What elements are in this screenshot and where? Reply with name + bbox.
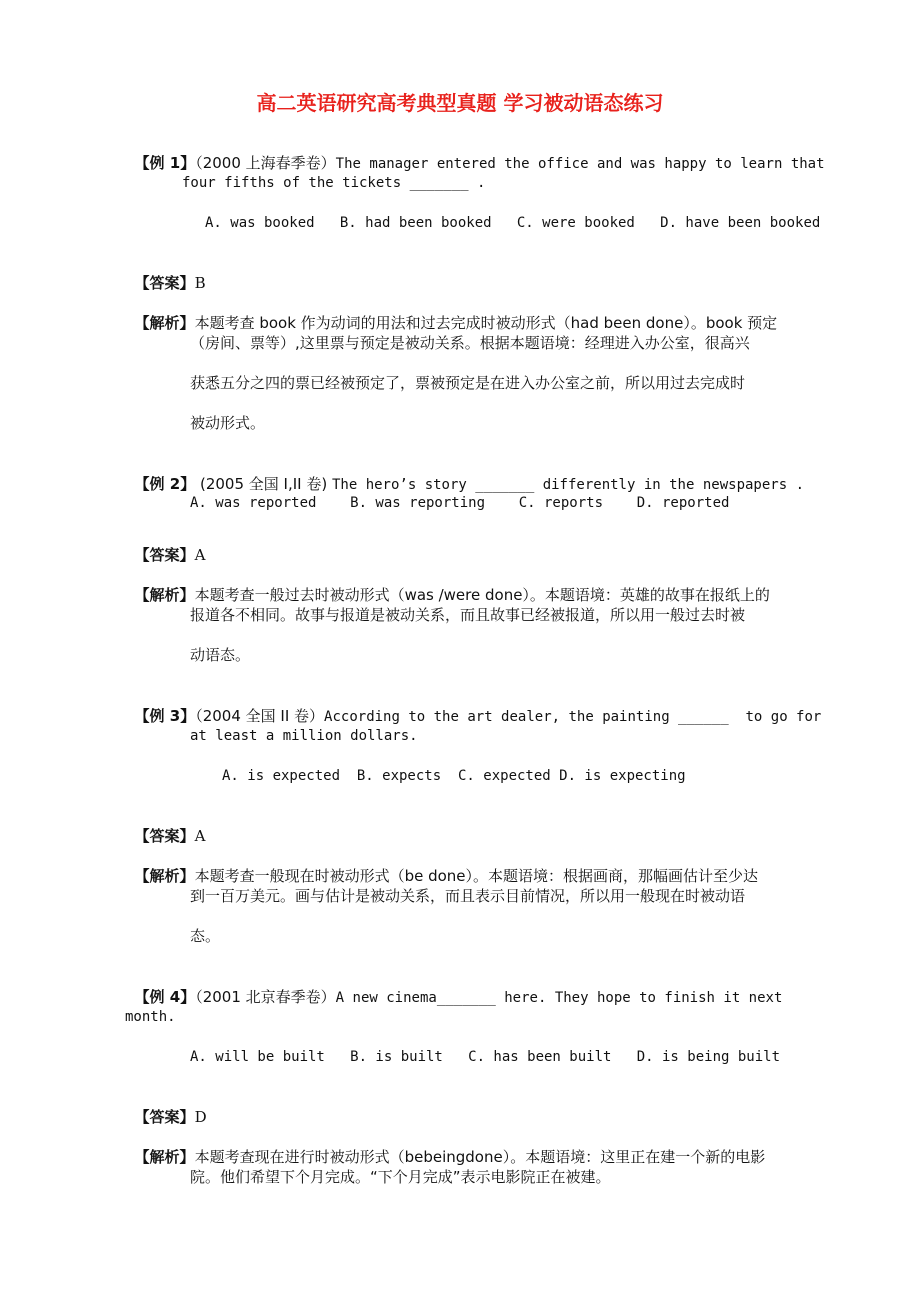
- analysis-text: 到一百万美元。画与估计是被动关系，而且表示目前情况，所以用一般现在时被动语: [190, 887, 746, 905]
- answer-tag: 【答案】: [134, 274, 195, 292]
- analysis-text: （房间、票等）,这里票与预定是被动关系。根据本题语境：经理进入办公室，很高兴: [190, 334, 750, 352]
- analysis-tag: 【解析】: [134, 1148, 195, 1166]
- answer-options: A. was reported B. was reporting C. reports D. reported: [190, 495, 730, 511]
- example-1-question: [125, 133, 825, 174]
- question-source: （2001 北京春季卷）: [195, 988, 336, 1006]
- analysis-text: 院。他们希望下个月完成。“下个月完成”表示电影院正在被建。: [190, 1168, 611, 1186]
- question-text-continued: four fifths of the tickets _______ .: [182, 175, 486, 191]
- analysis-text: 态。: [190, 927, 221, 945]
- answer-options: A. will be built B. is built C. has been built D. is being built: [190, 1049, 781, 1065]
- answer-value: A: [194, 827, 206, 845]
- analysis-text: 本题考查一般现在时被动形式（be done）。本题语境：根据画商，那幅画估计至少达: [194, 867, 759, 885]
- question-text: A new cinema_______ here. They hope to finish it next: [335, 990, 783, 1006]
- example-4-analysis: [125, 1127, 765, 1167]
- analysis-text: 获悉五分之四的票已经被预定了，票被预定是在进入办公室之前，所以用过去完成时: [190, 374, 746, 392]
- analysis-text: 被动形式。: [190, 414, 266, 432]
- example-2-answer: [125, 525, 205, 565]
- analysis-tag: 【解析】: [134, 867, 195, 885]
- example-1-analysis: [125, 293, 777, 333]
- analysis-tag: 【解析】: [134, 586, 195, 604]
- example-2-question: [125, 454, 804, 495]
- question-source: （2004 全国 II 卷）: [195, 707, 325, 725]
- page-title: 高二英语研究高考典型真题 学习被动语态练习: [256, 91, 664, 115]
- analysis-text: 报道各不相同。故事与报道是被动关系，而且故事已经被报道，所以用一般过去时被: [190, 606, 746, 624]
- example-1-answer: [125, 253, 206, 293]
- question-text: According to the art dealer, the painting ______ to go for: [324, 709, 822, 725]
- question-text: The hero’s story _______ differently in the newspapers .: [331, 477, 804, 493]
- answer-options: A. was booked B. had been booked C. were booked D. have been booked: [205, 215, 821, 231]
- answer-tag: 【答案】: [134, 1108, 195, 1126]
- question-text: The manager entered the office and was happy to learn that: [335, 156, 825, 172]
- example-3-analysis: [125, 846, 758, 886]
- example-tag: 【例 1】: [134, 154, 196, 172]
- question-text-continued: at least a million dollars.: [190, 728, 418, 744]
- analysis-text: 动语态。: [190, 646, 251, 664]
- answer-value: D: [194, 1108, 207, 1126]
- question-text-continued: month.: [125, 1009, 176, 1025]
- answer-value: A: [194, 546, 206, 564]
- example-3-answer: [125, 806, 205, 846]
- example-tag: 【例 2】: [134, 475, 196, 493]
- answer-tag: 【答案】: [134, 827, 195, 845]
- example-4-answer: [125, 1087, 207, 1127]
- answer-value: B: [194, 274, 206, 292]
- analysis-tag: 【解析】: [134, 314, 195, 332]
- example-tag: 【例 3】: [134, 707, 196, 725]
- example-2-analysis: [125, 565, 770, 605]
- analysis-text: 本题考查一般过去时被动形式（was /were done）。本题语境：英雄的故事在报纸上的: [194, 586, 770, 604]
- question-source: (2005 全国 I,II 卷): [195, 475, 332, 493]
- answer-tag: 【答案】: [134, 546, 195, 564]
- example-tag: 【例 4】: [134, 988, 196, 1006]
- example-3-question: [125, 686, 821, 727]
- analysis-text: 本题考查现在进行时被动形式（bebeingdone）。本题语境：这里正在建一个新的电影: [194, 1148, 766, 1166]
- example-4-question: [125, 967, 782, 1008]
- answer-options: A. is expected B. expects C. expected D. is expecting: [222, 768, 686, 784]
- analysis-text: 本题考查 book 作为动词的用法和过去完成时被动形式（had been done）。book 预定: [194, 314, 778, 332]
- question-source: （2000 上海春季卷）: [195, 154, 336, 172]
